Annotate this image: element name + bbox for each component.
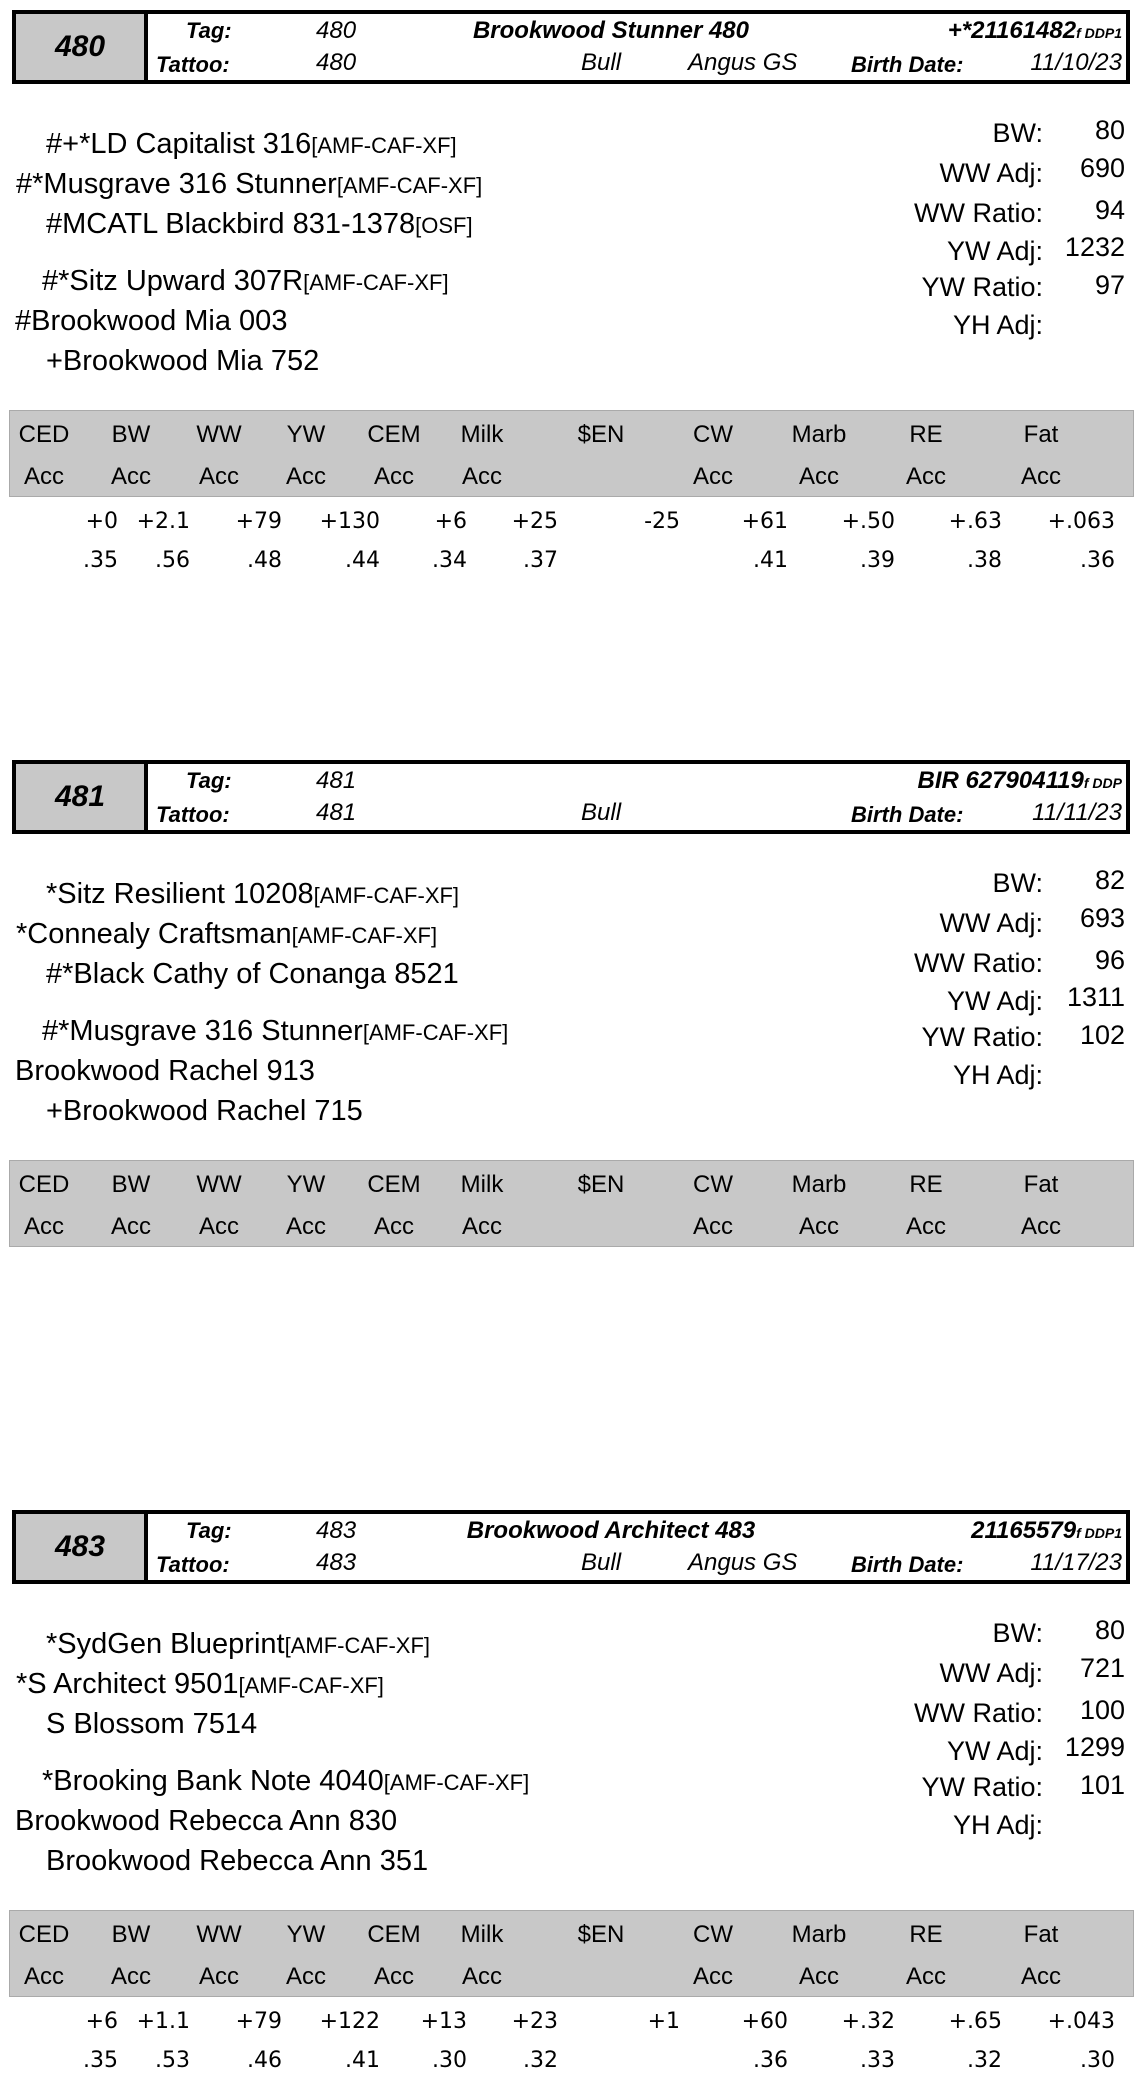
stat-label-ww-adj: WW Adj:: [939, 1658, 1043, 1688]
acc-header: Acc: [373, 1213, 414, 1240]
acc-header: Acc: [798, 1963, 839, 1990]
epd-header: CEM: [367, 1171, 421, 1198]
acc-header: Acc: [198, 1213, 239, 1240]
stat-value-yw-ratio: 102: [1079, 1020, 1125, 1050]
acc-header: Acc: [905, 1963, 946, 1990]
acc-value: .37: [523, 548, 558, 573]
pedigree-name: *SydGen Blueprint: [46, 1628, 285, 1660]
stat-label-ww-ratio: WW Ratio:: [913, 198, 1043, 228]
registration-number: BIR 627904119: [917, 767, 1084, 794]
epd-header: BW: [111, 1171, 151, 1198]
stat-value-ww-adj: 690: [1079, 153, 1125, 183]
acc-value: .41: [753, 548, 788, 573]
animal-name: Brookwood Architect 483: [466, 1517, 756, 1544]
pedigree-name: #*Sitz Upward 307R: [42, 265, 304, 297]
acc-header: Acc: [110, 463, 151, 490]
stat-value-bw: 80: [1094, 1615, 1125, 1645]
epd-value: +61: [741, 509, 788, 534]
epd-header: YW: [286, 421, 326, 448]
stat-label-ww-adj: WW Adj:: [939, 158, 1043, 188]
acc-header: Acc: [692, 463, 733, 490]
stat-label-ww-adj: WW Adj:: [939, 908, 1043, 938]
pedigree-tags: [OSF]: [415, 213, 473, 238]
epd-value: +122: [319, 2009, 380, 2034]
pedigree-name: Brookwood Rebecca Ann 830: [15, 1805, 398, 1837]
epd-header: $EN: [577, 1921, 625, 1948]
acc-value: .39: [860, 548, 895, 573]
stat-label-yh-adj: YH Adj:: [952, 1810, 1043, 1840]
pedigree-line: [15, 1055, 315, 1089]
acc-header: Acc: [905, 1213, 946, 1240]
acc-value: .46: [247, 2048, 282, 2073]
sex-value: Bull: [581, 1549, 622, 1576]
registration-suffix: f DDP: [1083, 775, 1122, 791]
epd-value: +13: [420, 2009, 467, 2034]
registration-number: +*21161482: [947, 17, 1077, 44]
stat-value-ww-ratio: 96: [1094, 945, 1125, 975]
acc-header: Acc: [1020, 463, 1061, 490]
pedigree-line: [46, 958, 459, 992]
epd-header: Milk: [460, 421, 504, 448]
epd-value: +.63: [948, 509, 1002, 534]
acc-header: Acc: [692, 1963, 733, 1990]
acc-value: .30: [432, 2048, 467, 2073]
epd-value: +79: [235, 2009, 282, 2034]
stat-value-yw-adj: 1299: [1064, 1732, 1125, 1762]
pedigree-line: [16, 918, 437, 952]
pedigree-line: [42, 265, 449, 299]
acc-value: .32: [523, 2048, 558, 2073]
lot-number: 481: [16, 764, 148, 830]
sex-value: Bull: [581, 799, 622, 826]
acc-header: Acc: [198, 463, 239, 490]
epd-value: +.043: [1047, 2009, 1115, 2034]
epd-value: +.50: [841, 509, 895, 534]
registration-block: [971, 1517, 1122, 1547]
stat-value-yw-adj: 1311: [1066, 982, 1125, 1012]
birth-date-value: 11/11/23: [1032, 799, 1122, 826]
epd-header: CED: [18, 421, 70, 448]
birth-date-value: 11/10/23: [1030, 49, 1122, 76]
pedigree-name: S Blossom 7514: [46, 1708, 258, 1740]
breed-value: Angus GS: [688, 1549, 798, 1576]
acc-header: Acc: [285, 463, 326, 490]
acc-value: .53: [155, 2048, 190, 2073]
epd-value: +25: [511, 509, 558, 534]
epd-header: YW: [286, 1921, 326, 1948]
epd-header: YW: [286, 1171, 326, 1198]
breed-value: Angus GS: [688, 49, 798, 76]
registration-suffix: f DDP1: [1076, 25, 1122, 41]
acc-header: Acc: [285, 1213, 326, 1240]
acc-value: .34: [432, 548, 467, 573]
stat-label-yw-adj: YW Adj:: [946, 1736, 1043, 1766]
stat-value-ww-adj: 693: [1079, 903, 1125, 933]
stat-value-bw: 82: [1094, 865, 1125, 895]
acc-header: Acc: [23, 1963, 64, 1990]
tattoo-value: 481: [316, 799, 357, 826]
acc-value: .56: [155, 548, 190, 573]
pedigree-tags: [AMF-CAF-XF]: [238, 1673, 384, 1698]
sex-value: Bull: [581, 49, 622, 76]
stat-label-bw: BW:: [992, 868, 1043, 898]
epd-header: RE: [909, 421, 943, 448]
tag-label: Tag:: [186, 18, 232, 43]
acc-header: Acc: [692, 1213, 733, 1240]
epd-header-band: [9, 1160, 1134, 1247]
epd-value: +130: [319, 509, 380, 534]
pedigree-name: +Brookwood Mia 752: [46, 345, 320, 377]
tattoo-label: Tattoo:: [156, 1552, 230, 1577]
epd-value: +1: [647, 2009, 680, 2034]
epd-header: CED: [18, 1171, 70, 1198]
tag-label: Tag:: [186, 768, 232, 793]
pedigree-name: #*Musgrave 316 Stunner: [16, 168, 337, 200]
lot-number: 483: [16, 1514, 148, 1580]
registration-suffix: f DDP1: [1076, 1525, 1122, 1541]
epd-header: Fat: [1023, 1921, 1059, 1948]
pedigree-name: Brookwood Rachel 913: [15, 1055, 315, 1087]
pedigree-line: [46, 128, 457, 162]
acc-header: Acc: [110, 1963, 151, 1990]
tag-value: 483: [316, 1517, 357, 1544]
stat-label-yw-adj: YW Adj:: [946, 236, 1043, 266]
acc-value: .30: [1080, 2048, 1115, 2073]
stat-label-bw: BW:: [992, 118, 1043, 148]
pedigree-line: [42, 1015, 508, 1049]
epd-header: BW: [111, 421, 151, 448]
epd-header: BW: [111, 1921, 151, 1948]
tag-label: Tag:: [186, 1518, 232, 1543]
acc-value: .36: [1080, 548, 1115, 573]
epd-header: Milk: [460, 1921, 504, 1948]
acc-value: .48: [247, 548, 282, 573]
stat-label-yw-adj: YW Adj:: [946, 986, 1043, 1016]
lot-entry-483: [0, 1510, 1137, 2073]
epd-header: Marb: [791, 1171, 847, 1198]
epd-header: CW: [693, 1921, 733, 1948]
lot-header: [12, 760, 1130, 834]
stat-label-yw-ratio: YW Ratio:: [921, 1022, 1043, 1052]
epd-header: CEM: [367, 421, 421, 448]
epd-value: +.063: [1047, 509, 1115, 534]
pedigree-name: #*Musgrave 316 Stunner: [42, 1015, 363, 1047]
acc-header: Acc: [1020, 1963, 1061, 1990]
epd-value: +.32: [841, 2009, 895, 2034]
lot-header: [12, 1510, 1130, 1584]
registration-block: [918, 767, 1122, 797]
acc-header: Acc: [373, 1963, 414, 1990]
birth-date-label: Birth Date:: [851, 52, 964, 77]
epd-value: +23: [511, 2009, 558, 2034]
pedigree-line: [46, 208, 473, 242]
epd-value: +.65: [948, 2009, 1002, 2034]
stat-label-ww-ratio: WW Ratio:: [913, 1698, 1043, 1728]
pedigree-tags: [AMF-CAF-XF]: [313, 883, 460, 908]
epd-value: +60: [741, 2009, 788, 2034]
stat-label-yw-ratio: YW Ratio:: [921, 1772, 1043, 1802]
epd-header: CED: [18, 1921, 70, 1948]
epd-value: +6: [434, 509, 467, 534]
acc-value: .35: [83, 548, 118, 573]
acc-value: .33: [860, 2048, 895, 2073]
epd-header: $EN: [577, 1171, 625, 1198]
acc-header: Acc: [798, 1213, 839, 1240]
pedigree-line: [42, 1765, 529, 1799]
pedigree-name: +Brookwood Rachel 715: [46, 1095, 363, 1127]
acc-header: Acc: [23, 1213, 64, 1240]
lot-number: 480: [16, 14, 148, 80]
acc-header: Acc: [1020, 1213, 1061, 1240]
tattoo-label: Tattoo:: [156, 52, 230, 77]
pedigree-name: *Connealy Craftsman: [16, 918, 292, 950]
epd-header-band: [9, 1910, 1134, 1997]
pedigree-tags: [AMF-CAF-XF]: [311, 133, 457, 158]
epd-header: CW: [693, 1171, 733, 1198]
birth-date-value: 11/17/23: [1030, 1549, 1122, 1576]
epd-header: RE: [909, 1921, 943, 1948]
acc-value: .36: [753, 2048, 788, 2073]
tattoo-label: Tattoo:: [156, 802, 230, 827]
stat-value-yw-adj: 1232: [1064, 232, 1125, 262]
pedigree-name: #*Black Cathy of Conanga 8521: [46, 958, 459, 990]
epd-value: +2.1: [136, 509, 190, 534]
pedigree-name: *Brooking Bank Note 4040: [42, 1765, 384, 1797]
tag-value: 480: [316, 17, 357, 44]
epd-header: WW: [196, 1171, 242, 1198]
acc-header: Acc: [461, 1213, 502, 1240]
pedigree-name: *Sitz Resilient 10208: [46, 878, 314, 910]
pedigree-line: [46, 1845, 428, 1879]
epd-header: WW: [196, 421, 242, 448]
pedigree-line: [46, 878, 459, 912]
epd-value: +6: [85, 2009, 118, 2034]
pedigree-tags: [AMF-CAF-XF]: [362, 1020, 509, 1045]
epd-header: Fat: [1023, 421, 1059, 448]
pedigree-line: [46, 1095, 363, 1129]
stat-label-bw: BW:: [992, 1618, 1043, 1648]
epd-header: Milk: [460, 1171, 504, 1198]
acc-value: .35: [83, 2048, 118, 2073]
tattoo-value: 480: [316, 49, 357, 76]
epd-header-band: [9, 410, 1134, 497]
pedigree-line: [16, 168, 482, 202]
pedigree-line: [46, 1708, 257, 1742]
acc-header: Acc: [798, 463, 839, 490]
acc-value: .44: [345, 548, 380, 573]
stat-value-ww-ratio: 94: [1094, 195, 1125, 225]
pedigree-line: [16, 1668, 384, 1702]
acc-header: Acc: [110, 1213, 151, 1240]
stat-label-ww-ratio: WW Ratio:: [913, 948, 1043, 978]
lot-entry-480: [0, 10, 1137, 573]
epd-value: +79: [235, 509, 282, 534]
pedigree-tags: [AMF-CAF-XF]: [336, 173, 483, 198]
stat-label-yh-adj: YH Adj:: [952, 1060, 1043, 1090]
pedigree-name: #Brookwood Mia 003: [15, 305, 288, 337]
pedigree-line: [46, 1628, 430, 1662]
pedigree-line: [15, 1805, 397, 1839]
acc-value: .32: [967, 2048, 1002, 2073]
epd-value: +0: [85, 509, 118, 534]
acc-header: Acc: [461, 1963, 502, 1990]
epd-header: Fat: [1023, 1171, 1059, 1198]
epd-header: RE: [909, 1171, 943, 1198]
lot-header: [12, 10, 1130, 84]
acc-header: Acc: [905, 463, 946, 490]
stat-label-yw-ratio: YW Ratio:: [921, 272, 1043, 302]
acc-header: Acc: [373, 463, 414, 490]
pedigree-line: [46, 345, 319, 379]
pedigree-tags: [AMF-CAF-XF]: [383, 1770, 530, 1795]
epd-value: -25: [644, 509, 680, 534]
stat-value-ww-adj: 721: [1079, 1653, 1125, 1683]
acc-header: Acc: [23, 463, 64, 490]
pedigree-name: #+*LD Capitalist 316: [46, 128, 312, 160]
epd-header: CW: [693, 421, 733, 448]
pedigree-name: #MCATL Blackbird 831-1378: [46, 208, 416, 240]
acc-header: Acc: [285, 1963, 326, 1990]
epd-header: Marb: [791, 1921, 847, 1948]
epd-header: WW: [196, 1921, 242, 1948]
epd-header: CEM: [367, 1921, 421, 1948]
epd-header: Marb: [791, 421, 847, 448]
pedigree-tags: [AMF-CAF-XF]: [303, 270, 449, 295]
epd-header: $EN: [577, 421, 625, 448]
tag-value: 481: [316, 767, 357, 794]
animal-name: Brookwood Stunner 480: [472, 17, 750, 44]
acc-value: .38: [967, 548, 1002, 573]
stat-label-yh-adj: YH Adj:: [952, 310, 1043, 340]
stat-value-yw-ratio: 101: [1079, 1770, 1125, 1800]
acc-value: .41: [345, 2048, 380, 2073]
pedigree-line: [15, 305, 287, 339]
epd-value: +1.1: [136, 2009, 190, 2034]
acc-header: Acc: [198, 1963, 239, 1990]
tattoo-value: 483: [316, 1549, 357, 1576]
stat-value-yw-ratio: 97: [1094, 270, 1125, 300]
lot-entry-481: [0, 760, 1137, 1270]
birth-date-label: Birth Date:: [851, 802, 964, 827]
stat-value-bw: 80: [1094, 115, 1125, 145]
acc-header: Acc: [461, 463, 502, 490]
pedigree-tags: [AMF-CAF-XF]: [291, 923, 438, 948]
pedigree-tags: [AMF-CAF-XF]: [284, 1633, 431, 1658]
registration-number: 21165579: [971, 1517, 1077, 1544]
registration-block: [948, 17, 1122, 47]
pedigree-name: Brookwood Rebecca Ann 351: [46, 1845, 429, 1877]
pedigree-name: *S Architect 9501: [16, 1668, 239, 1700]
stat-value-ww-ratio: 100: [1079, 1695, 1125, 1725]
birth-date-label: Birth Date:: [851, 1552, 964, 1577]
